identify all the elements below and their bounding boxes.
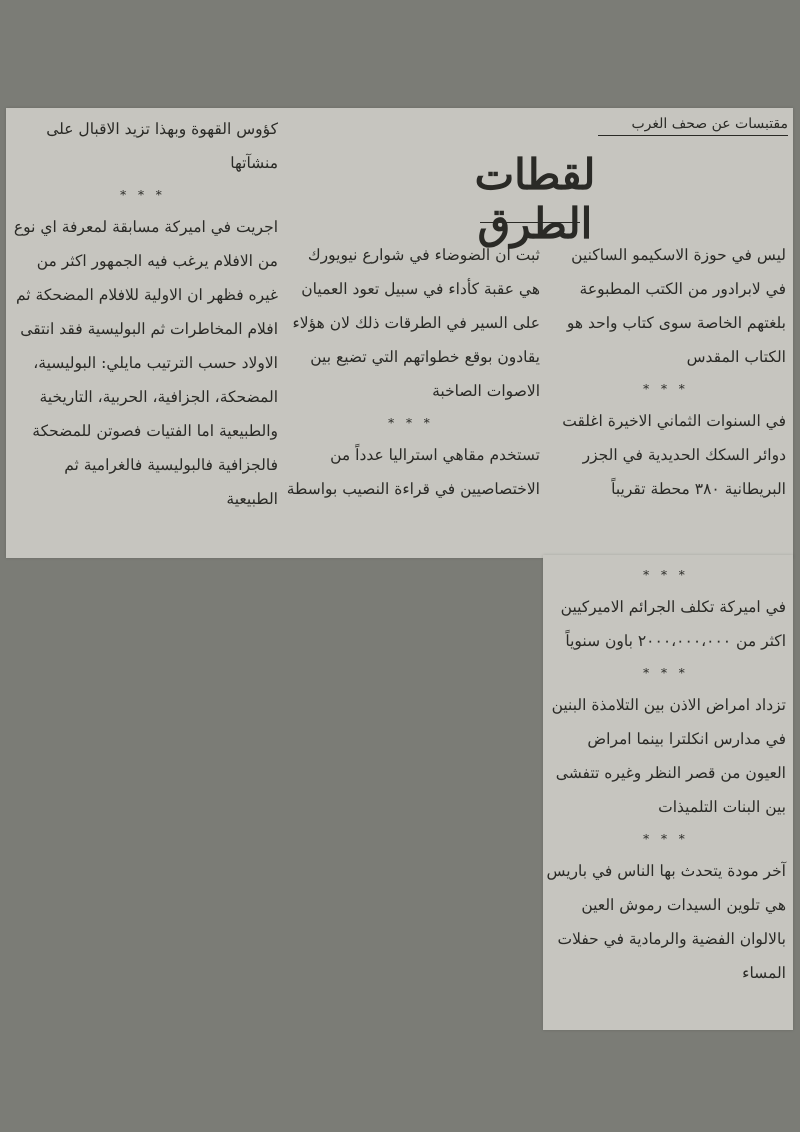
paragraph: تزداد امراض الاذن بين التلامذة البنين في مدارس انكلترا بينما امراض العيون من قصر النظر وغيره تتفشى بين البنات التلميذات <box>551 696 786 816</box>
left-column <box>8 112 278 516</box>
title-divider <box>480 222 580 223</box>
right-column-continued <box>546 560 786 990</box>
paragraph: في السنوات الثماني الاخيرة اغلقت دوائر السكك الحديدية في الجزر البريطانية ٣٨٠ محطة تقريباً <box>562 412 786 498</box>
paragraph: تستخدم مقاهي استراليا عدداً من الاختصاصيين في قراءة النصيب بواسطة <box>286 446 540 498</box>
middle-column <box>282 238 540 506</box>
paragraph: آخر مودة يتحدث بها الناس في باريس هي تلوين السيدات رموش العين بالالوان الفضية والرمادية في حفلات المساء <box>546 862 786 982</box>
separator: * * * <box>643 832 689 846</box>
paragraph: كؤوس القهوة وبهذا تزيد الاقبال على منشآتها <box>46 120 278 172</box>
right-column <box>546 238 786 506</box>
separator: * * * <box>388 416 434 430</box>
separator: * * * <box>643 382 689 396</box>
paragraph: ثبت ان الضوضاء في شوارع نيويورك هي عقبة كأداء في سبيل تعود العميان على السير في الطرقات ذلك لان هؤلاء يقادون بوقع خطواتهم التي تضيع بين الاصوات الصاخبة <box>292 246 540 400</box>
separator: * * * <box>120 188 166 202</box>
separator: * * * <box>643 568 689 582</box>
paragraph: اجريت في اميركة مسابقة لمعرفة اي نوع من الافلام يرغب فيه الجمهور اكثر من غيره فظهر ان الاولية للافلام المضحكة ثم افلام المخاطرات ثم البوليسية فقد انتقى الاولاد حسب الترتيب مايلي: البوليسية، المضحكة، الجزافية، الحربية، التاريخية والطبيعية اما الفتيات فصوتن للمضحكة فالجزافية فالبوليسية فالغرامية ثم الطبيعية <box>13 218 278 508</box>
section-label: مقتبسات عن صحف الغرب <box>598 116 788 136</box>
separator: * * * <box>643 666 689 680</box>
article-title: لقطات الطرق <box>474 150 596 248</box>
paragraph: ليس في حوزة الاسكيمو الساكنين في لابرادور من الكتب المطبوعة بلغتهم الخاصة سوى كتاب واحد هو الكتاب المقدس <box>566 246 786 366</box>
paragraph: في اميركة تكلف الجرائم الاميركيين اكثر من ٢٠٠٠،٠٠٠،٠٠٠ باون سنوياً <box>560 598 786 650</box>
